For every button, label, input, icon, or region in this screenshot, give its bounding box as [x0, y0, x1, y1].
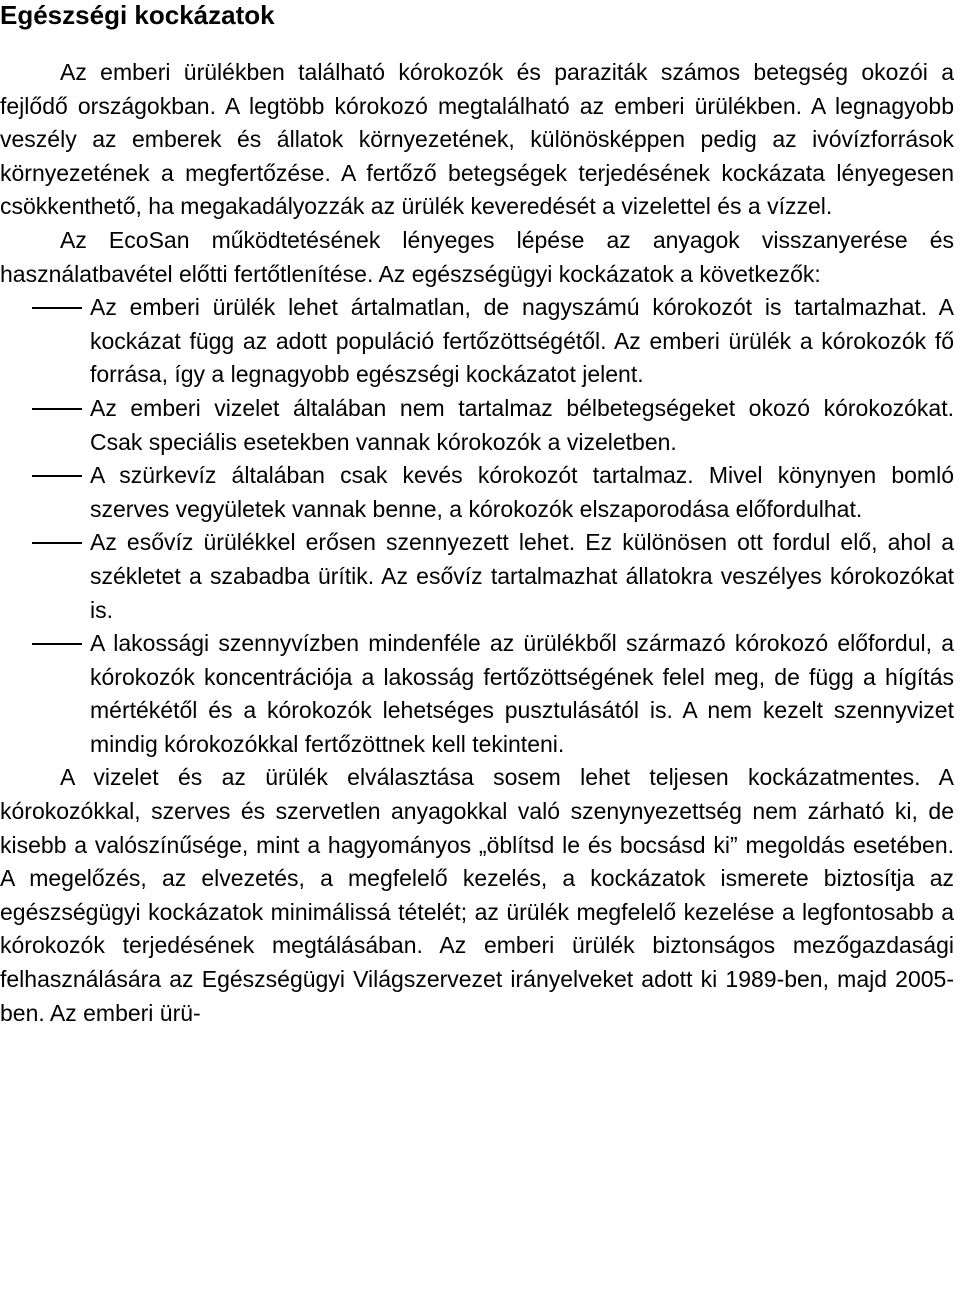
list-item-text: Az esővíz ürülékkel erősen szennyezett lehet. Ez különösen ott fordul elő, ahol a székletet a szabadba ürítik. Az esővíz tartalmazhat állatokra veszélyes kórokozókat is.	[90, 529, 954, 623]
list-item-text: A lakossági szennyvízben mindenféle az ürülékből származó kórokozó előfordul, a kórokozók koncentrációja a lakosság fertőzöttségének felel meg, de függ a hígítás mértékétől és a kórokozók lehetséges pusztulásától is. A nem kezelt szennyvizet mindig kórokozókkal fertőzöttnek kell tekinteni.	[90, 630, 954, 757]
list-item-text: Az emberi vizelet általában nem tartalmaz bélbetegségeket okozó kórokozókat. Csak speciális esetekben vannak kórokozók a vizeletben.	[90, 394, 954, 455]
list-item	[0, 627, 954, 761]
list-item-text: Az emberi ürülék lehet ártalmatlan, de nagyszámú kórokozót is tartalmazhat. A kockázat függ az adott populáció fertőzöttségétől. Az emberi ürülék a kórokozók fő forrása, így a legnagyobb egészségi kockázatot jelent.	[90, 294, 954, 388]
ecosan-paragraph: Az EcoSan működtetésének lényeges lépése az anyagok visszanyerése és használatbavétel előtti fertőtlenítése. Az egészségügyi kockázatok a következők:	[0, 226, 954, 287]
document-body	[0, 56, 954, 1030]
list-item-text: A szürkevíz általában csak kevés kórokozót tartalmaz. Mivel könynyen bomló szerves vegyületek vannak benne, a kórokozók elszaporodása előfordulhat.	[90, 462, 954, 522]
list-item	[0, 392, 954, 459]
list-item	[0, 459, 954, 526]
closing-paragraph: A vizelet és az ürülék elválasztása sosem lehet teljesen kockázatmentes. A kórokozókkal, szerves és szervetlen anyagokkal való szenynyezettség nem zárható ki, de kisebb a valószínűsége, mint a hagyományos „öblítsd le és bocsásd ki” megoldás esetében. A megelőzés, az elvezetés, a megfelelő kezelés, a kockázatok ismerete biztosítja az egészségügyi kockázatok minimálissá tételét; az ürülék megfelelő kezelése a legfontosabb a kórokozók terjedésének megtálásában. Az emberi ürülék biztonságos mezőgazdasági felhasználására az Egészségügyi Világszervezet irányelveket adott ki 1989-ben, majd 2005-ben. Az emberi ürü-	[0, 764, 954, 1026]
list-item	[0, 291, 954, 392]
section-title: Egészségi kockázatok	[0, 0, 275, 30]
list-item	[0, 526, 954, 627]
intro-paragraph: Az emberi ürülékben található kórokozók és paraziták számos betegség okozói a fejlődő országokban. A legtöbb kórokozó megtalálható az emberi ürülékben. A legnagyobb veszély az emberek és állatok környezetének, különösképpen pedig az ivóvízforrások környezetének a megfertőzése. A fertőző betegségek terjedésének kockázata lényegesen csökkenthető, ha megakadályozzák az ürülék keveredését a vizelettel és a vízzel.	[0, 59, 954, 220]
risk-list	[0, 291, 954, 761]
